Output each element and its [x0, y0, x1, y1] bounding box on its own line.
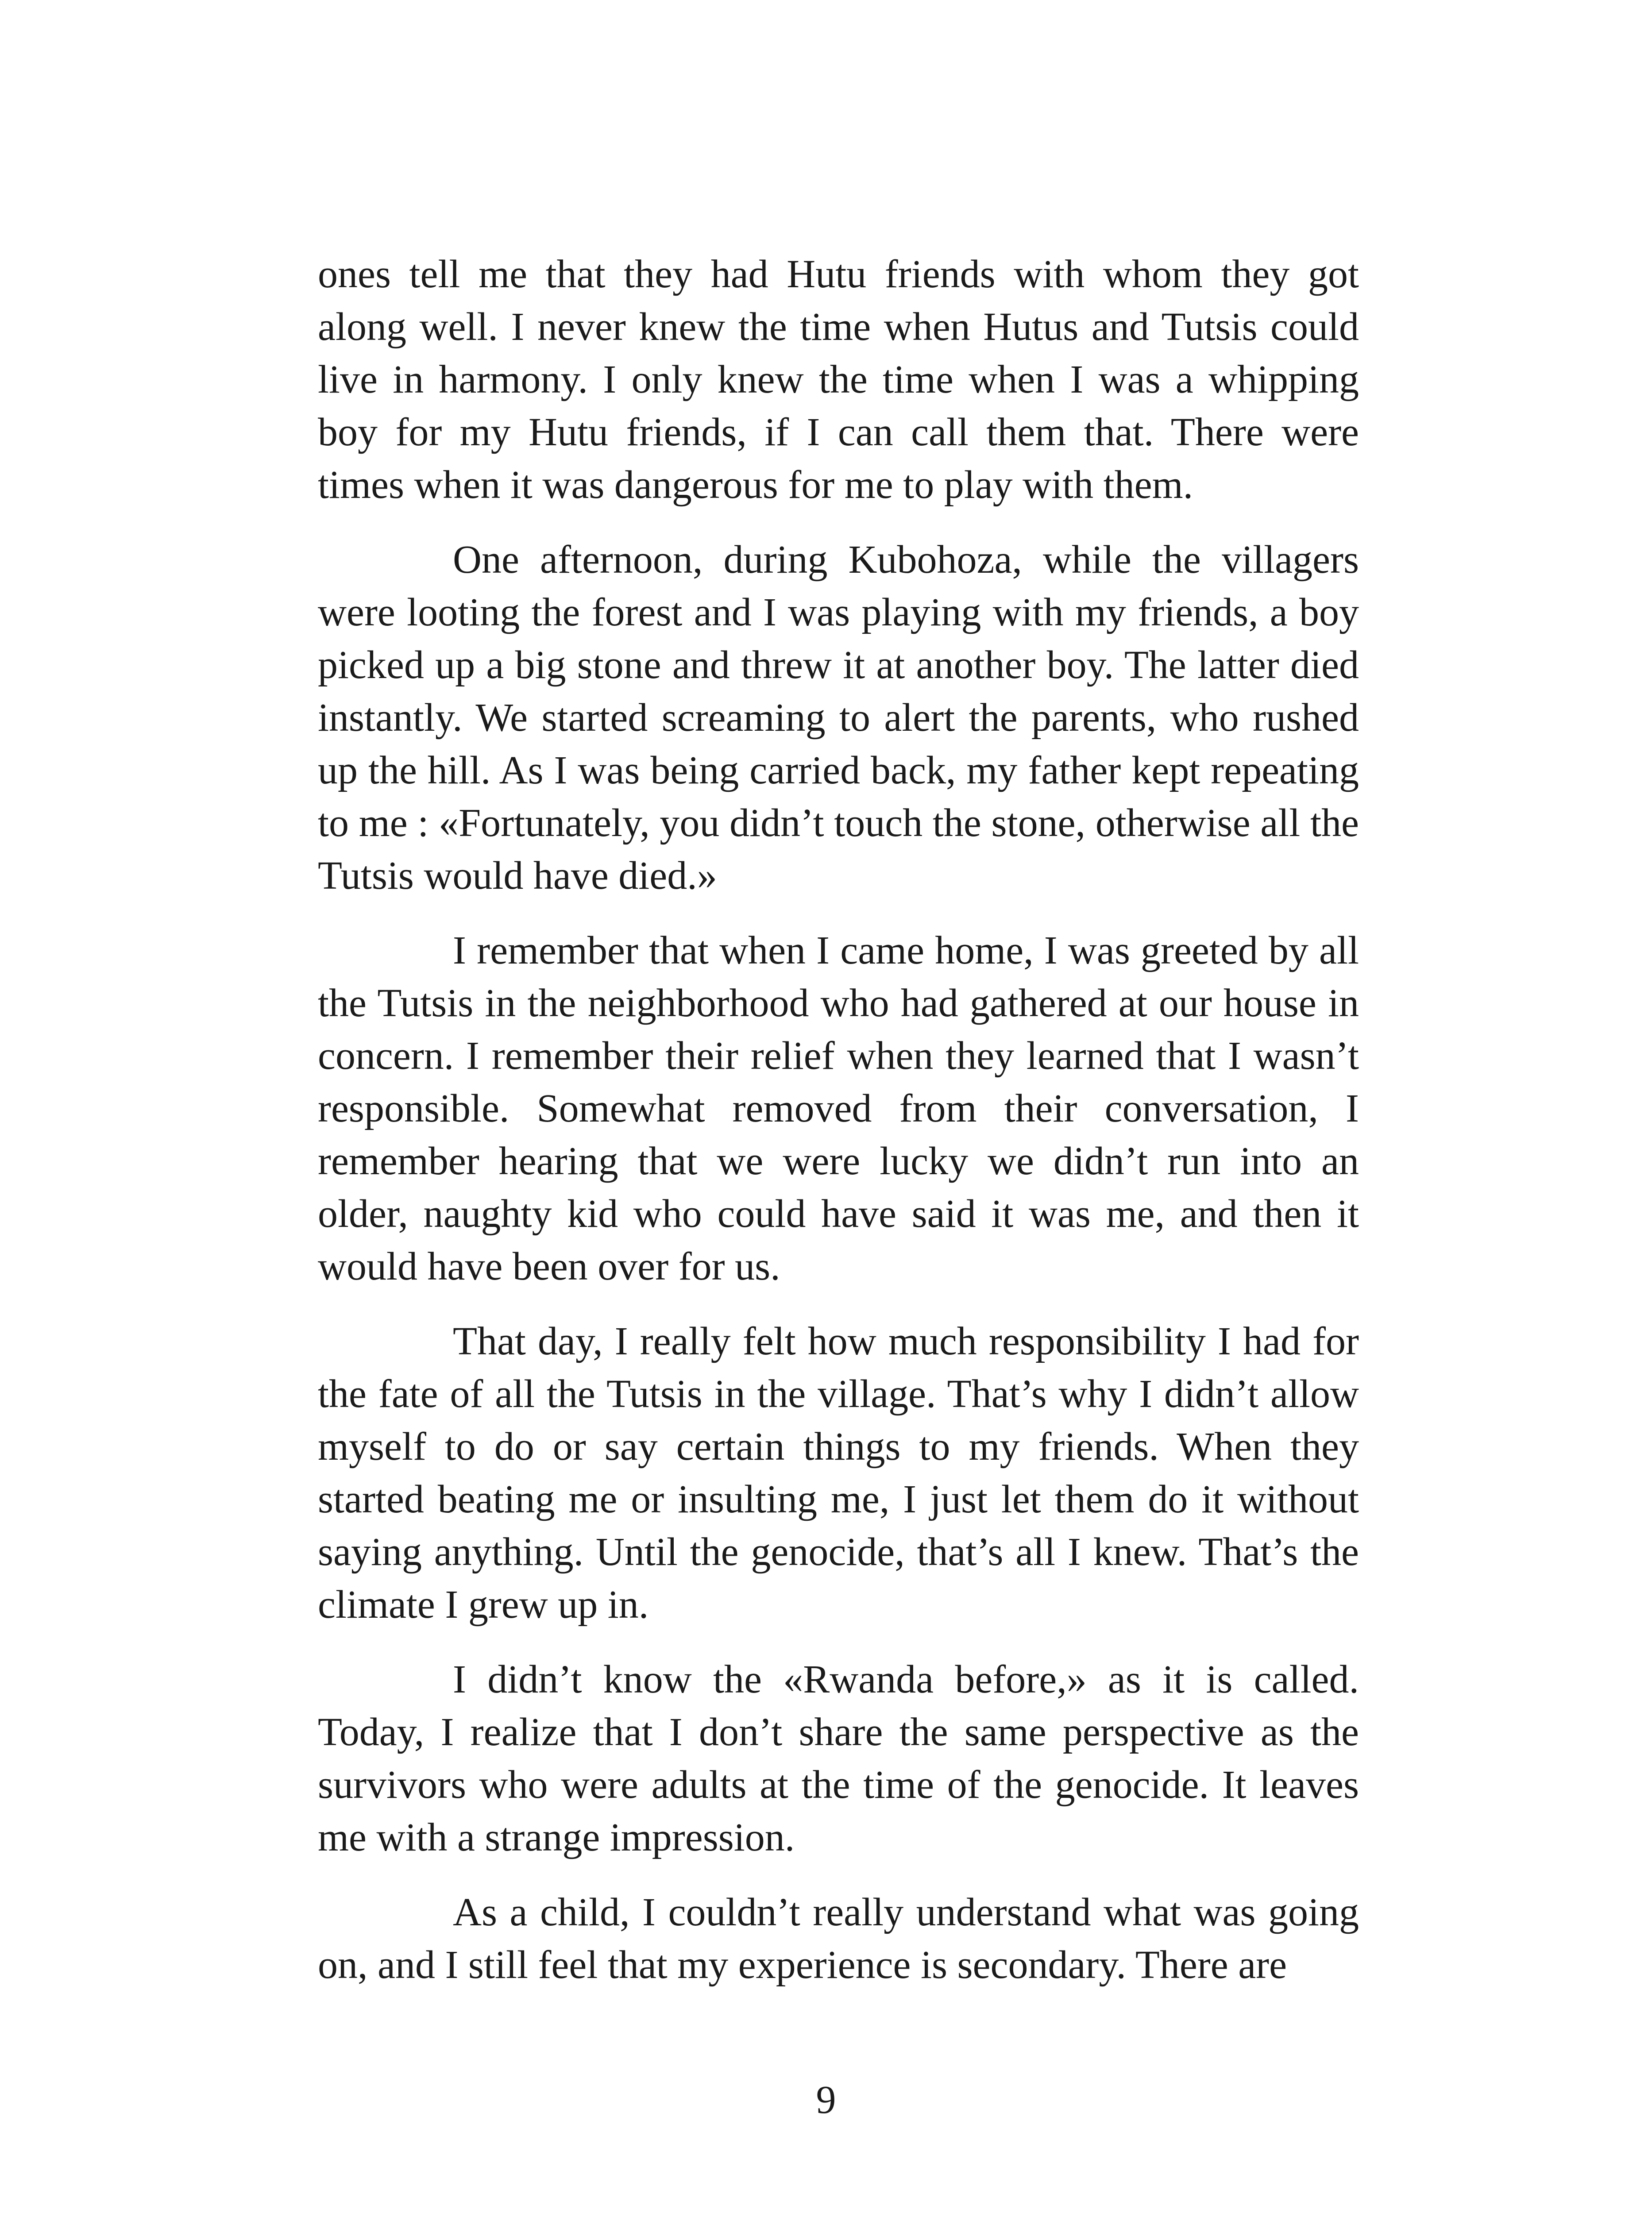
paragraph-4: That day, I really felt how much responsibility I had for the fate of all the Tutsis in the village. That’s why I didn’t allow myself to do or say certain things to my friends. When they started beating me or insulting me, I just let them do it without saying anything. Until the genocide, that’s all I knew. That’s the climate I grew up in. — [318, 1319, 1359, 1627]
paragraph-1: ones tell me that they had Hutu friends with whom they got along well. I never knew the time when Hutus and Tutsis could live in harmony. I only knew the time when I was a whipping boy for my Hutu friends, if I can call them that. There were times when it was dangerous for me to play with them. — [318, 252, 1359, 507]
body-text — [318, 248, 1359, 2013]
paragraph-5: I didn’t know the «Rwanda before,» as it is called. Today, I realize that I don’t share the same perspective as the survivors who were adults at the time of the genocide. It leaves me with a strange impression. — [318, 1658, 1359, 1859]
paragraph-3: I remember that when I came home, I was greeted by all the Tutsis in the neighborhood who had gathered at our house in concern. I remember their relief when they learned that I wasn’t responsible. Somewhat removed from their conversation, I remember hearing that we were lucky we didn’t run into an older, naughty kid who could have said it was me, and then it would have been over for us. — [318, 929, 1359, 1288]
page-number: 9 — [816, 2078, 836, 2122]
paragraph-6: As a child, I couldn’t really understand what was going on, and I still feel that my experience is secondary. There are — [318, 1890, 1359, 1987]
paragraph-2: One afternoon, during Kubohoza, while the villagers were looting the forest and I was playing with my friends, a boy picked up a big stone and threw it at another boy. The latter died instantly. We started screaming to alert the parents, who rushed up the hill. As I was being carried back, my father kept repeating to me : «Fortunately, you didn’t touch the stone, otherwise all the Tutsis would have died.» — [318, 538, 1359, 898]
